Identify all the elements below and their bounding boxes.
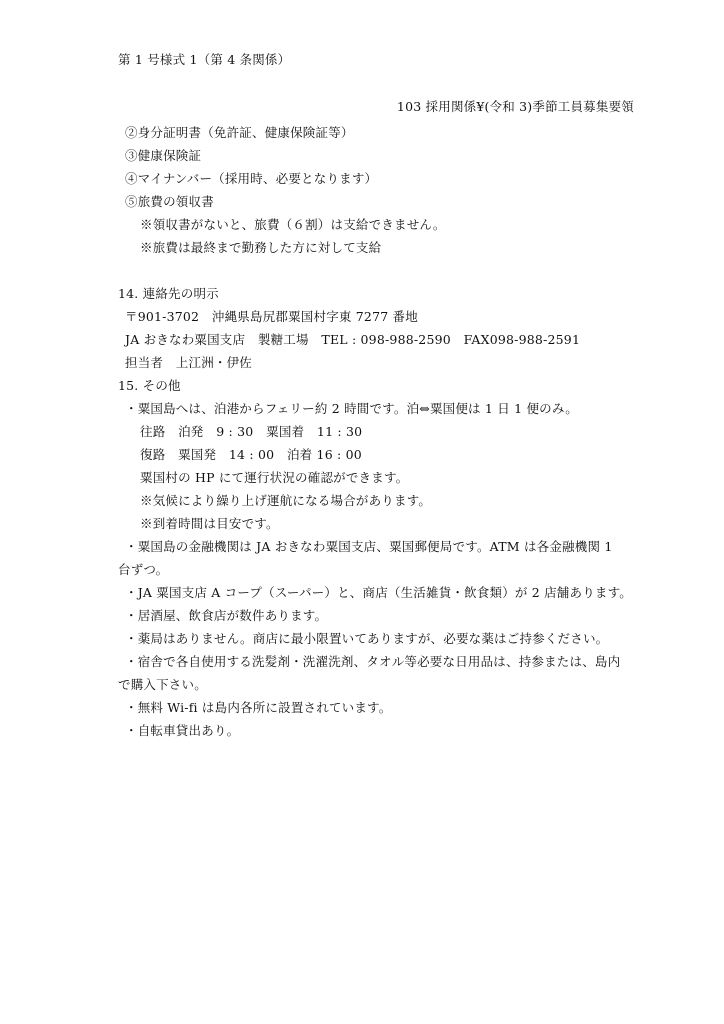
contact-office: JA おきなわ粟国支店 製糖工場 TEL : 098-988-2590 FAX098-988-2591 [125,332,581,347]
required-document-item: ③健康保険証 [125,148,202,163]
required-document-note: ※領収書がないと、旅費（６割）は支給できません。 [140,217,446,232]
other-line: 台ずつ。 [118,562,169,577]
other-line: ※到着時間は目安です。 [140,516,279,531]
other-line: 復路 粟国発 14 : 00 泊着 16 : 00 [140,447,362,462]
other-line: ・JA 粟国支店 A コープ（スーパー）と、商店（生活雑貨・飲食類）が 2 店舗あります。 [125,585,633,600]
other-line: で購入下さい。 [118,677,207,692]
other-line: ・薬局はありません。商店に最小限置いてありますが、必要な薬はご持参ください。 [125,631,609,646]
other-line: 往路 泊発 9 : 30 粟国着 11 : 30 [140,424,363,439]
contact-person: 担当者 上江洲・伊佐 [125,355,253,370]
other-line: 粟国村の HP にて運行状況の確認ができます。 [140,470,409,485]
other-line: ・無料 Wi-fi は島内各所に設置されています。 [125,700,392,715]
contact-heading: 14. 連絡先の明示 [118,286,219,301]
required-document-item: ④マイナンバー（採用時、必要となります） [125,171,378,186]
contact-address: 〒901-3702 沖縄県島尻郡粟国村字東 7277 番地 [125,309,418,324]
other-line: ・居酒屋、飲食店が数件あります。 [125,608,328,623]
required-document-item: ②身分証明書（免許証、健康保険証等） [125,125,354,140]
other-heading: 15. その他 [118,378,181,393]
other-line: ※気候により繰り上げ運航になる場合があります。 [140,493,432,508]
other-line: ・宿舎で各自使用する洗髪剤・洗濯洗剤、タオル等必要な日用品は、持参または、島内 [125,654,621,669]
required-document-note: ※旅費は最終まで勤務した方に対して支給 [140,240,382,255]
form-number: 第 1 号様式 1（第 4 条関係） [118,52,291,67]
other-line: ・自転車貸出あり。 [125,723,240,738]
other-line: ・粟国島へは、泊港からフェリー約 2 時間です。泊⇔粟国便は 1 日 1 便のみ。 [125,401,578,416]
document-reference: 103 採用関係¥(令和 3)季節工員募集要領 [396,99,634,114]
other-line: ・粟国島の金融機関は JA おきなわ粟国支店、粟国郵便局です。ATM は各金融機関 1 [125,539,613,554]
required-document-item: ⑤旅費の領収書 [125,194,214,209]
